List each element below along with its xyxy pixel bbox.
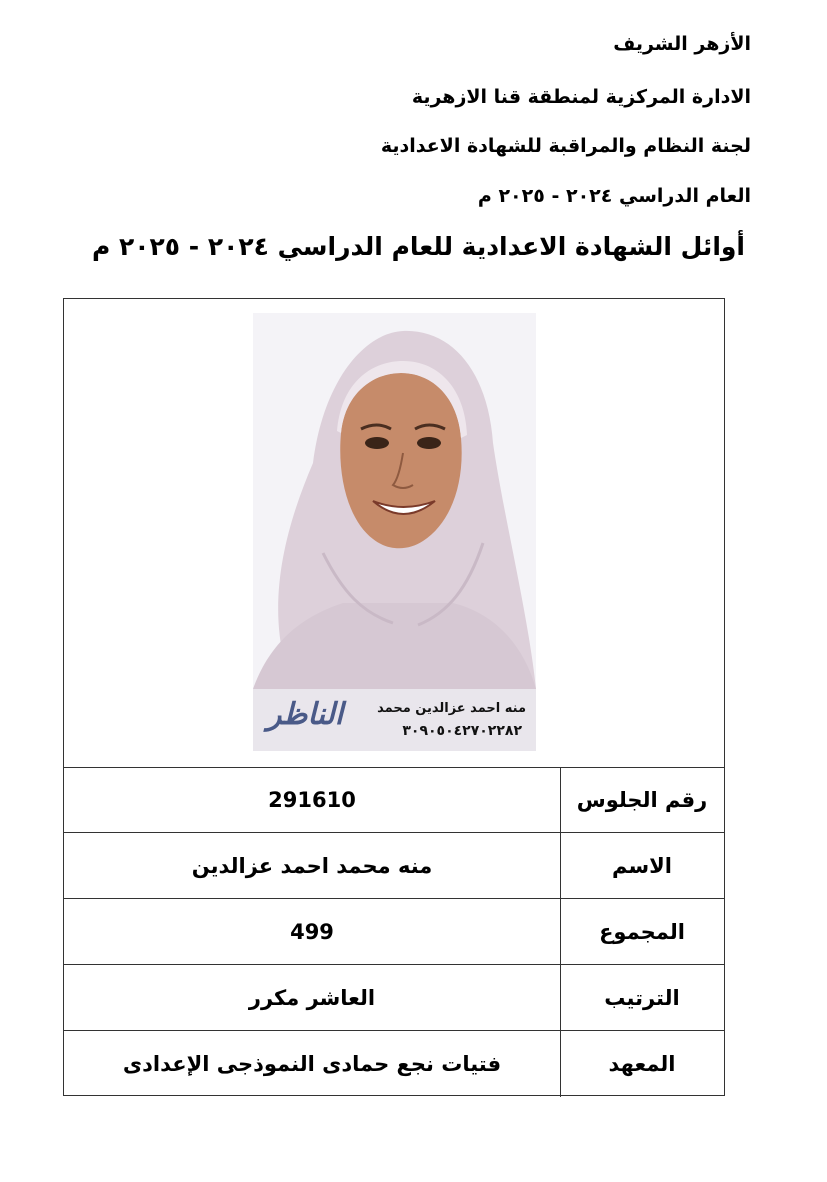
stamp-number: ٣٠٩٠٥٠٤٢٧٠٢٢٨٢ [402, 723, 522, 739]
seat-number-value: 291610 [64, 767, 561, 832]
photo-studio-stamp [253, 689, 536, 751]
stamp-student-name: منه احمد عزالدين محمد [377, 701, 526, 716]
header-administration: الادارة المركزية لمنطقة قنا الازهرية [411, 86, 751, 108]
rank-value: العاشر مكرر [64, 965, 561, 1030]
header-academic-year: العام الدراسي ٢٠٢٤ - ٢٠٢٥ م [477, 185, 751, 207]
table-row-rank [64, 965, 724, 1031]
student-card [63, 298, 725, 1096]
table-row-seat-number [64, 767, 724, 833]
rank-label: الترتيب [604, 985, 680, 1010]
institute-value: فتيات نجع حمادى النموذجى الإعدادى [64, 1031, 561, 1097]
institute-label: المعهد [608, 1052, 676, 1076]
seat-number-label: رقم الجلوس [576, 787, 708, 812]
header-committee: لجنة النظام والمراقبة للشهادة الاعدادية [380, 135, 751, 157]
student-photo [253, 313, 536, 751]
name-value: منه محمد احمد عزالدين [64, 833, 561, 898]
header-institution: الأزهر الشريف [613, 33, 751, 55]
studio-logo: الناظر [267, 697, 344, 732]
table-row-name [64, 833, 724, 899]
table-row-institute [64, 1031, 724, 1097]
photo-cell [64, 299, 724, 768]
student-portrait-icon [253, 313, 536, 689]
table-row-total [64, 899, 724, 965]
total-label: المجموع [599, 919, 685, 944]
page-title: أوائل الشهادة الاعدادية للعام الدراسي ٢٠٢٤ - ٢٠٢٥ م [92, 232, 745, 261]
total-value: 499 [64, 899, 561, 964]
name-label: الاسم [612, 853, 672, 878]
